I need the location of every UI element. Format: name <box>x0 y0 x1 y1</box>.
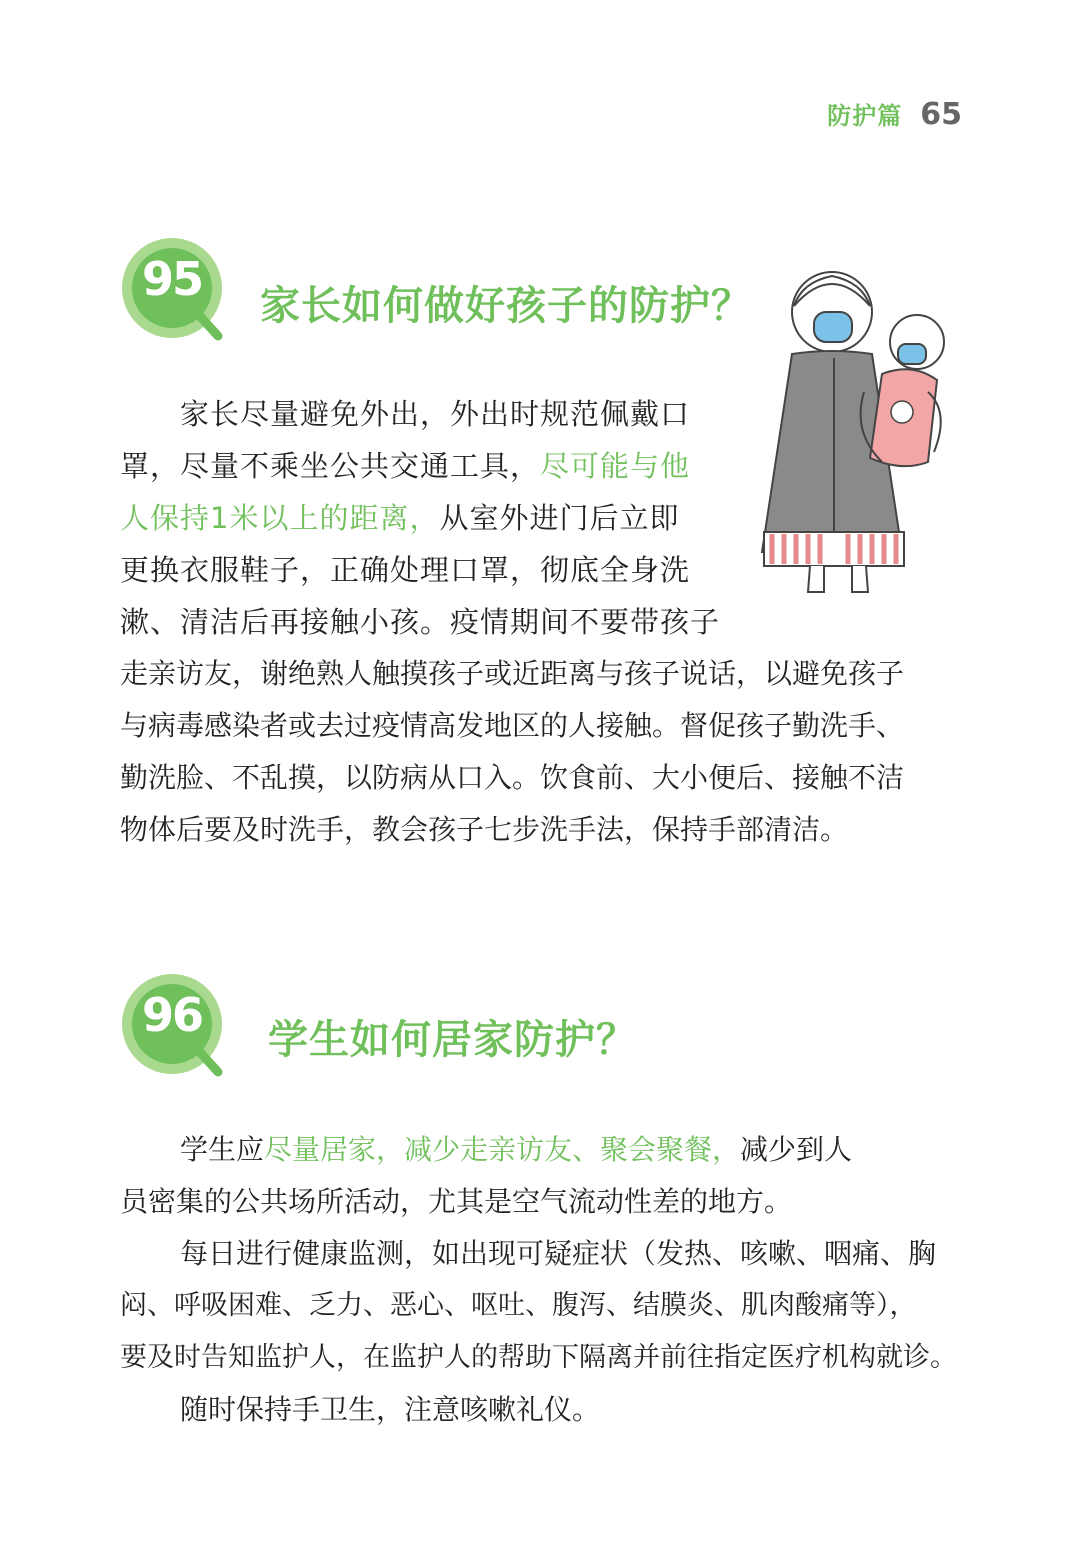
question-badge-95 <box>120 236 240 356</box>
page-header <box>827 96 962 132</box>
q95-line-3: 人保持1米以上的距离，从室外进门后立即 <box>120 501 680 535</box>
section-name: 防护篇 <box>827 102 903 130</box>
question-badge-96 <box>120 972 240 1092</box>
q95-line-4: 更换衣服鞋子，正确处理口罩，彻底全身洗 <box>120 553 691 587</box>
question-title-95: 家长如何做好孩子的防护？ <box>260 283 752 329</box>
q95-line-9: 物体后要及时洗手，教会孩子七步洗手法，保持手部清洁。 <box>120 813 849 846</box>
question-number: 95 <box>141 252 202 306</box>
q96-p2-line-2: 闷、呼吸困难、乏力、恶心、呕吐、腹泻、结膜炎、肌肉酸痛等）， <box>120 1290 917 1321</box>
q96-p3: 随时保持手卫生，注意咳嗽礼仪。 <box>180 1393 601 1426</box>
q95-line-6: 走亲访友，谢绝熟人触摸孩子或近距离与孩子说话，以避免孩子 <box>120 657 905 690</box>
q95-line-1: 家长尽量避免外出，外出时规范佩戴口 <box>180 397 691 431</box>
q96-p2-line-3: 要及时告知监护人，在监护人的帮助下隔离并前往指定医疗机构就诊。 <box>120 1342 957 1373</box>
illustration-parent-child <box>752 262 962 602</box>
q96-p1-line-2: 员密集的公共场所活动，尤其是空气流动性差的地方。 <box>120 1185 793 1218</box>
q96-p1-line-1: 学生应尽量居家，减少走亲访友、聚会聚餐，减少到人 <box>180 1133 853 1166</box>
question-title-96: 学生如何居家防护？ <box>268 1017 637 1063</box>
q96-p2-line-1: 每日进行健康监测，如出现可疑症状（发热、咳嗽、咽痛、胸 <box>180 1237 937 1270</box>
question-number: 96 <box>141 988 202 1042</box>
q95-line-5: 漱、清洁后再接触小孩。疫情期间不要带孩子 <box>120 605 721 639</box>
page-number: 65 <box>920 97 962 132</box>
q95-line-2: 罩，尽量不乘坐公共交通工具，尽可能与他 <box>120 449 691 483</box>
q95-line-8: 勤洗脸、不乱摸，以防病从口入。饮食前、大小便后、接触不洁 <box>120 761 905 794</box>
q95-line-7: 与病毒感染者或去过疫情高发地区的人接触。督促孩子勤洗手、 <box>120 709 905 742</box>
